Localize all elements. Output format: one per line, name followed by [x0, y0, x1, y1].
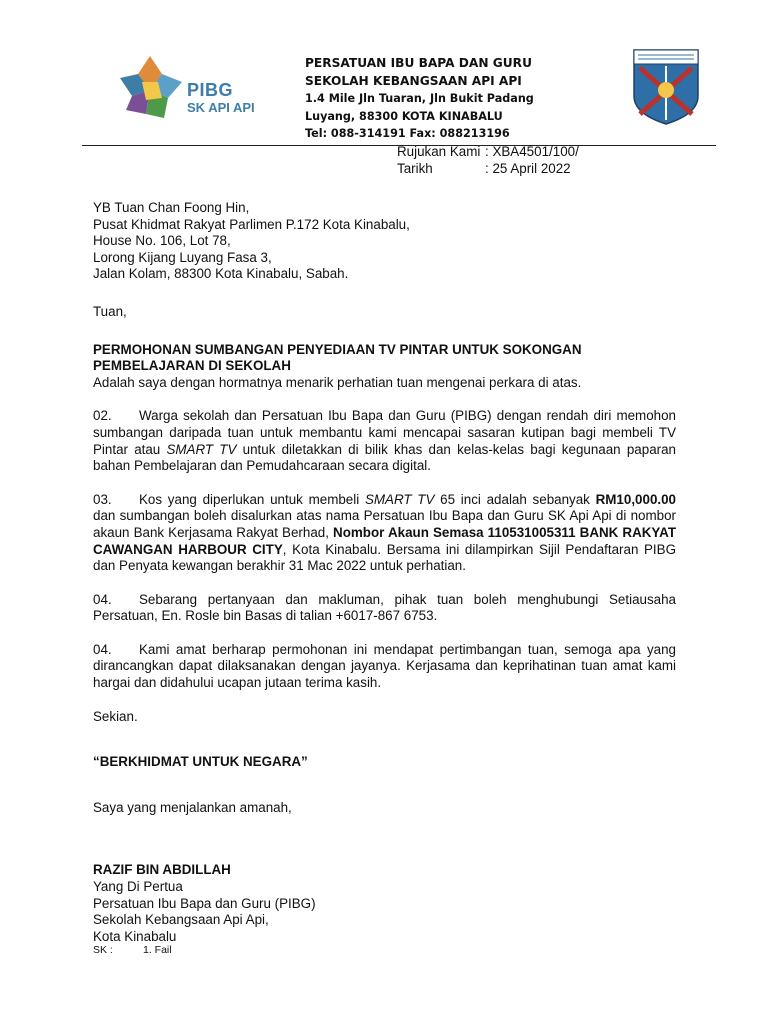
paragraph-04: 04. Sebarang pertanyaan dan makluman, pihak tuan boleh menghubungi Setiausaha Persatuan, En. Rosle bin Basas di talian +6017-867 6753.	[93, 591, 676, 624]
copy-to-item: 1. Fail	[143, 944, 172, 956]
date-label: Tarikh	[397, 161, 433, 176]
copy-to	[93, 944, 172, 956]
signatory-line: Sekolah Kebangsaan Api Api,	[93, 912, 269, 928]
recipient-line: Pusat Khidmat Rakyat Parlimen P.172 Kota Kinabalu,	[93, 216, 410, 232]
school-crest	[632, 48, 700, 126]
closing: Sekian.	[93, 708, 138, 724]
motto: “BERKHIDMAT UNTUK NEGARA”	[93, 754, 308, 770]
signatory-line: Yang Di Pertua	[93, 879, 183, 895]
account-number: Nombor Akaun Semasa 110531005311 BANK RAKYAT CAWANGAN HARBOUR CITY	[93, 524, 676, 557]
intro-paragraph: Adalah saya dengan hormatnya menarik perhatian tuan mengenai perkara di atas.	[93, 374, 582, 390]
paragraph-number: 04.	[93, 591, 112, 607]
organization-address	[305, 55, 565, 143]
signatory-line: Persatuan Ibu Bapa dan Guru (PIBG)	[93, 895, 316, 911]
date-value: : 25 April 2022	[485, 161, 571, 176]
reference-value: : XBA4501/100/	[485, 144, 579, 159]
paragraph-03: 03. Kos yang diperlukan untuk membeli SMART TV 65 inci adalah sebanyak RM10,000.00 dan sumbangan boleh disalurkan atas nama Persatuan Ibu Bapa dan Guru SK Api Api di nombor akaun Bank Kerjasama Rakyat Berhad, Nombor Akaun Semasa 110531005311 BANK RAKYAT CAWANGAN HARBOUR CITY, Kota Kinabalu. Bersama ini dilampirkan Sijil Pendaftaran PIBG dan Penyata kewangan berakhir 31 Mac 2022 untuk perhatian.	[93, 491, 677, 574]
amount: RM10,000.00	[595, 491, 677, 507]
pibg-logo-icon	[112, 52, 187, 132]
signatory-name: RAZIF BIN ABDILLAH	[93, 862, 231, 878]
subject-line: PEMBELAJARAN DI SEKOLAH	[93, 358, 291, 374]
trust-line: Saya yang menjalankan amanah,	[93, 799, 292, 815]
recipient-line: House No. 106, Lot 78,	[93, 233, 231, 249]
org-line: 1.4 Mile Jln Tuaran, Jln Bukit Padang	[305, 92, 534, 105]
copy-to-label: SK :	[93, 944, 113, 956]
reference-row	[397, 143, 579, 160]
paragraph-number: 04.	[93, 641, 112, 657]
pibg-logo	[112, 52, 257, 132]
paragraph-number: 03.	[93, 491, 112, 507]
date-row	[397, 160, 579, 177]
recipient-line: Lorong Kijang Luyang Fasa 3,	[93, 249, 272, 265]
org-line: PERSATUAN IBU BAPA DAN GURU	[305, 56, 532, 70]
paragraph-05: 04. Kami amat berharap permohonan ini mendapat pertimbangan tuan, semoga apa yang dirancangkan dapat dilaksanakan dengan jayanya. Kerjasama dan keprihatinan tuan amat kami hargai dan didahului ucapan jutaan terima kasih.	[93, 641, 676, 691]
org-line: Luyang, 88300 KOTA KINABALU	[305, 109, 503, 123]
school-crest-icon	[632, 48, 700, 126]
recipient-line: Jalan Kolam, 88300 Kota Kinabalu, Sabah.	[93, 266, 349, 282]
reference-block	[397, 143, 579, 177]
salutation: Tuan,	[93, 303, 127, 319]
reference-label: Rujukan Kami	[397, 144, 481, 159]
pibg-logo-text: PIBG	[187, 80, 234, 100]
recipient-line: YB Tuan Chan Foong Hin,	[93, 200, 250, 215]
signatory-line: Kota Kinabalu	[93, 928, 177, 944]
org-line: SEKOLAH KEBANGSAAN API API	[305, 73, 522, 88]
subject-line: PERMOHONAN SUMBANGAN PENYEDIAAN TV PINTAR UNTUK SOKONGAN	[93, 341, 582, 357]
letter-body	[93, 200, 676, 945]
pibg-logo-subtext: SK API API	[187, 100, 255, 115]
org-line: Tel: 088-314191 Fax: 088213196	[305, 127, 510, 140]
paragraph-02: 02. Warga sekolah dan Persatuan Ibu Bapa dan Guru (PIBG) dengan rendah diri memohon sumbangan daripada tuan untuk membantu kami mencapai sasaran kutipan bagi membeli TV Pintar atau SMART TV untuk diletakkan di bilik khas dan kelas-kelas bagi kegunaan paparan bahan Pembelajaran dan Pemudahcaraan secara digital.	[93, 408, 676, 474]
paragraph-number: 02.	[93, 408, 112, 424]
